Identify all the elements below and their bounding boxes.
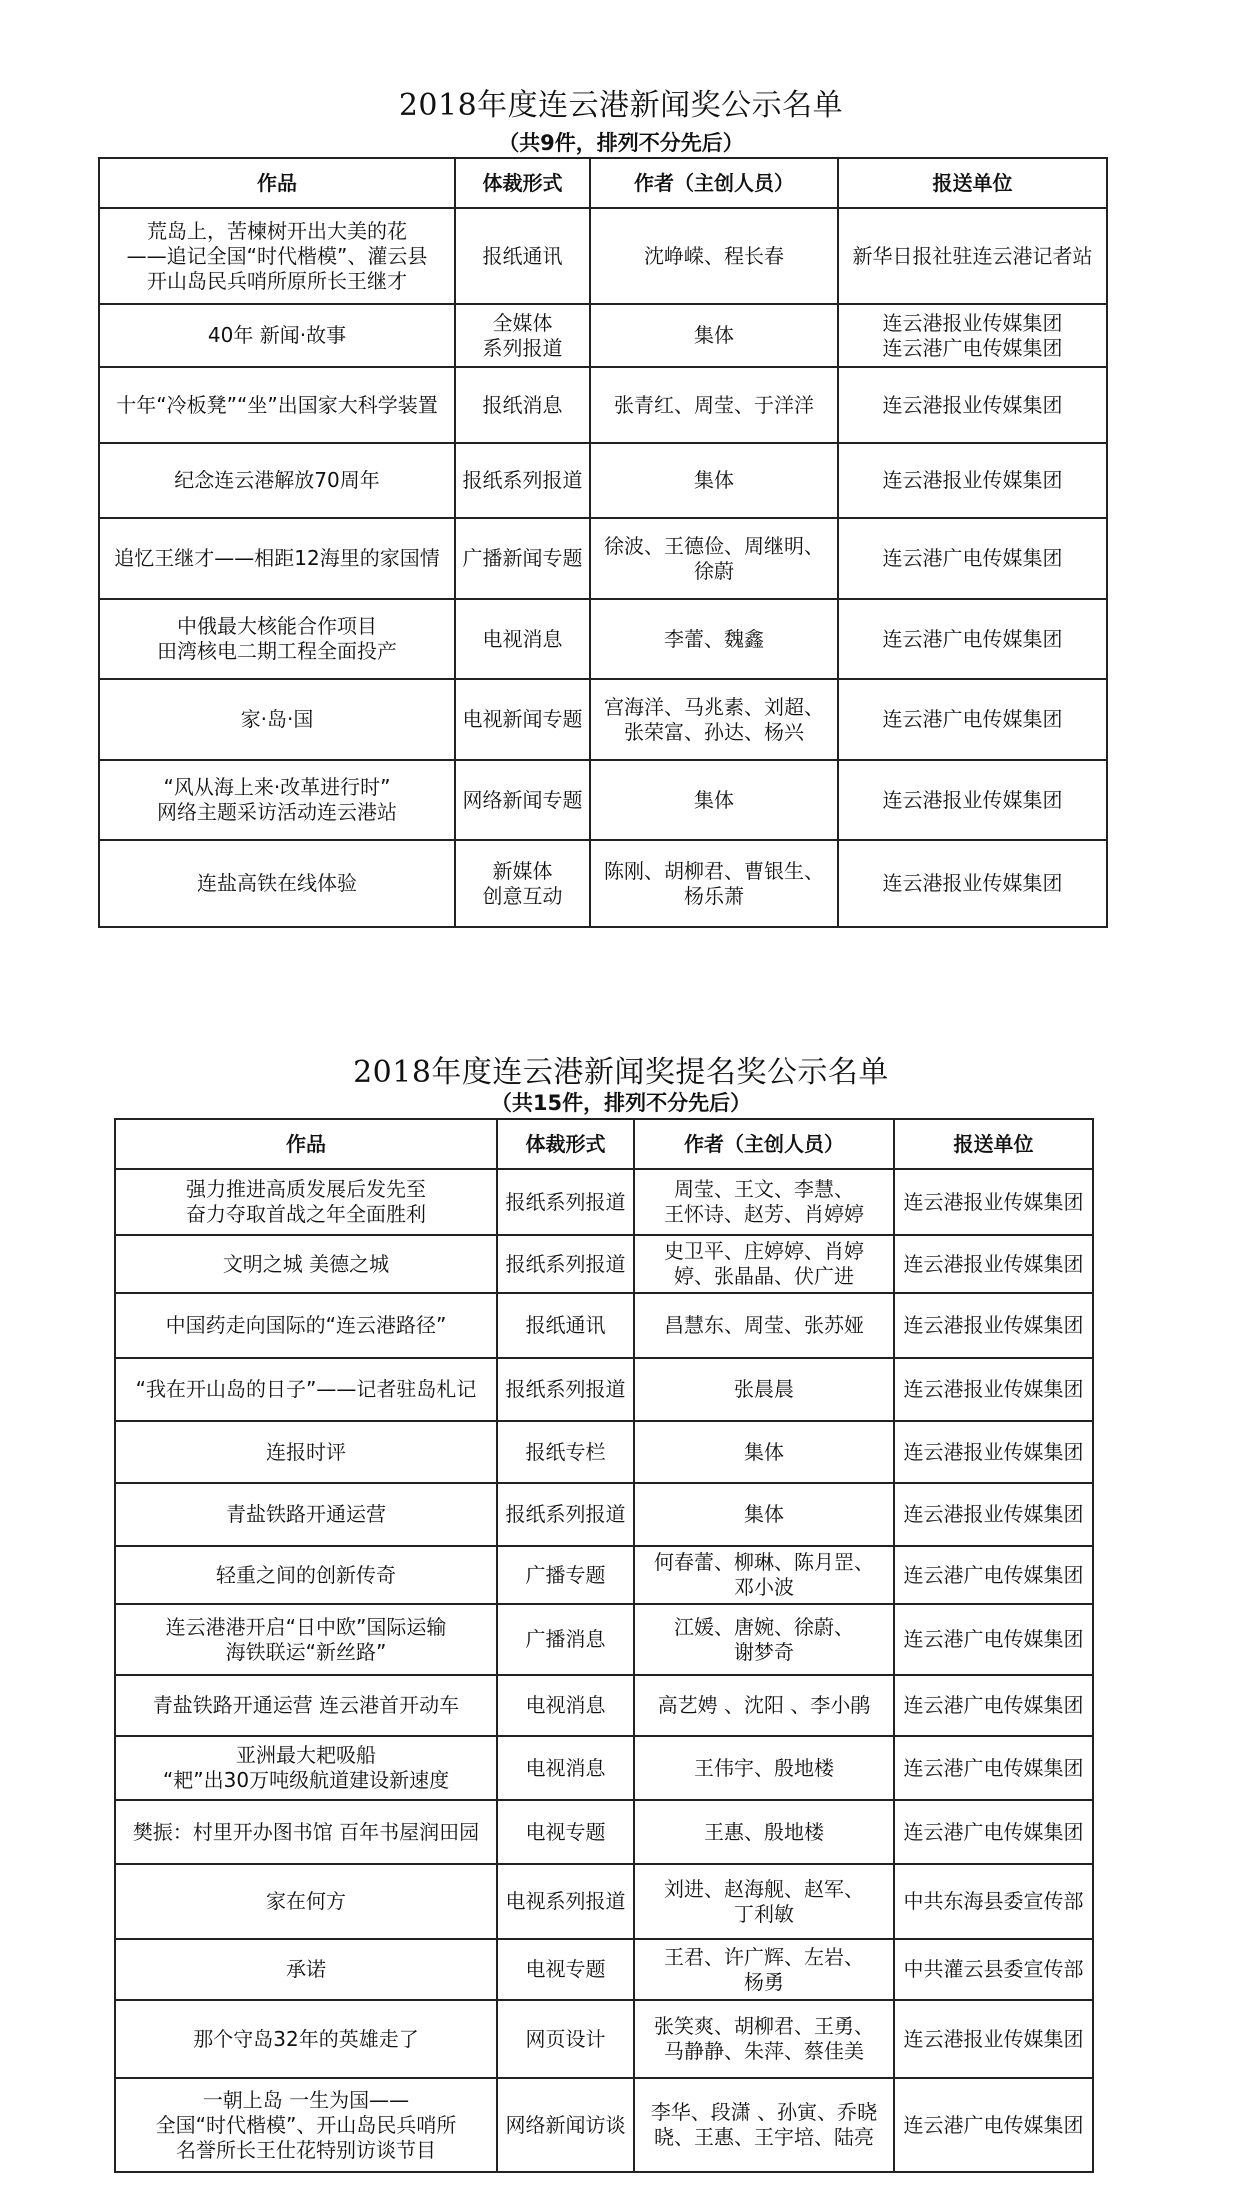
- cell-genre: 电视新闻专题: [455, 679, 590, 760]
- cell-unit: 连云港广电传媒集团: [894, 2078, 1093, 2172]
- cell-authors: 李华、段潇 、孙寅、乔晓 晓、王惠、王宇培、陆亮: [634, 2078, 894, 2172]
- table-row: [115, 1675, 1093, 1736]
- table-row: [99, 840, 1107, 927]
- cell-authors: 何春蕾、柳琳、陈月罡、 邓小波: [634, 1546, 894, 1604]
- cell-authors: 昌慧东、周莹、张苏娅: [634, 1293, 894, 1358]
- cell-authors: 集体: [590, 304, 838, 367]
- cell-genre: 电视消息: [497, 1675, 634, 1736]
- table-row: [99, 760, 1107, 840]
- cell-authors: 沈峥嵘、程长春: [590, 208, 838, 304]
- cell-work: 承诺: [115, 1939, 497, 2000]
- table-row: [115, 1939, 1093, 2000]
- cell-genre: 网络新闻访谈: [497, 2078, 634, 2172]
- cell-unit: 连云港报业传媒集团 连云港广电传媒集团: [838, 304, 1107, 367]
- cell-unit: 连云港报业传媒集团: [894, 1358, 1093, 1421]
- cell-unit: 中共东海县委宣传部: [894, 1864, 1093, 1939]
- cell-work: 文明之城 美德之城: [115, 1235, 497, 1293]
- cell-unit: 连云港广电传媒集团: [838, 679, 1107, 760]
- cell-genre: 报纸通讯: [455, 208, 590, 304]
- cell-work: 追忆王继才——相距12海里的家国情: [99, 518, 455, 599]
- cell-unit: 连云港广电传媒集团: [838, 518, 1107, 599]
- cell-authors: 集体: [634, 1421, 894, 1483]
- cell-unit: 连云港报业传媒集团: [894, 1293, 1093, 1358]
- table-row: [115, 1736, 1093, 1800]
- list1-subtitle: （共9件，排列不分先后）: [498, 131, 744, 155]
- cell-work: 家·岛·国: [99, 679, 455, 760]
- cell-authors: 刘进、赵海舰、赵军、 丁利敏: [634, 1864, 894, 1939]
- cell-genre: 报纸系列报道: [455, 443, 590, 518]
- table-row: [115, 1864, 1093, 1939]
- cell-unit: 连云港广电传媒集团: [894, 1736, 1093, 1800]
- cell-authors: 史卫平、庄婷婷、肖婷 婷、张晶晶、伏广进: [634, 1235, 894, 1293]
- cell-work: 连报时评: [115, 1421, 497, 1483]
- list1-title: 2018年度连云港新闻奖公示名单: [398, 88, 844, 123]
- cell-genre: 报纸系列报道: [497, 1169, 634, 1235]
- table-row: [115, 1169, 1093, 1235]
- cell-authors: 王伟宇、殷地楼: [634, 1736, 894, 1800]
- table-row: [99, 367, 1107, 443]
- cell-work: “风从海上来·改革进行时” 网络主题采访活动连云港站: [99, 760, 455, 840]
- header-authors: 作者（主创人员）: [590, 158, 838, 208]
- cell-unit: 连云港报业传媒集团: [894, 1421, 1093, 1483]
- cell-authors: 徐波、王德俭、周继明、 徐蔚: [590, 518, 838, 599]
- header-work: 作品: [115, 1119, 497, 1169]
- cell-authors: 集体: [590, 443, 838, 518]
- table-row: [99, 679, 1107, 760]
- table-row: [99, 518, 1107, 599]
- cell-genre: 报纸消息: [455, 367, 590, 443]
- header-unit: 报送单位: [838, 158, 1107, 208]
- cell-work: 中俄最大核能合作项目 田湾核电二期工程全面投产: [99, 599, 455, 679]
- cell-unit: 连云港广电传媒集团: [894, 1604, 1093, 1675]
- cell-genre: 电视系列报道: [497, 1864, 634, 1939]
- cell-unit: 连云港报业传媒集团: [838, 443, 1107, 518]
- cell-genre: 报纸专栏: [497, 1421, 634, 1483]
- cell-unit: 连云港报业传媒集团: [894, 1169, 1093, 1235]
- cell-unit: 新华日报社驻连云港记者站: [838, 208, 1107, 304]
- cell-work: 家在何方: [115, 1864, 497, 1939]
- cell-unit: 连云港广电传媒集团: [838, 599, 1107, 679]
- cell-authors: 集体: [634, 1483, 894, 1546]
- cell-genre: 电视专题: [497, 1939, 634, 2000]
- cell-work: 强力推进高质发展后发先至 奋力夺取首战之年全面胜利: [115, 1169, 497, 1235]
- table-row: [99, 599, 1107, 679]
- cell-work: 连云港港开启“日中欧”国际运输 海铁联运“新丝路”: [115, 1604, 497, 1675]
- table-row: [115, 1293, 1093, 1358]
- cell-genre: 广播新闻专题: [455, 518, 590, 599]
- cell-authors: 陈刚、胡柳君、曹银生、 杨乐萧: [590, 840, 838, 927]
- table-row: [115, 2078, 1093, 2172]
- list2-subtitle: （共15件，排列不分先后）: [490, 1091, 752, 1115]
- cell-unit: 连云港报业传媒集团: [838, 367, 1107, 443]
- cell-authors: 张笑爽、胡柳君、王勇、 马静静、朱萍、蔡佳美: [634, 2000, 894, 2078]
- cell-genre: 广播专题: [497, 1546, 634, 1604]
- cell-unit: 连云港广电传媒集团: [894, 1800, 1093, 1864]
- cell-genre: 电视专题: [497, 1800, 634, 1864]
- cell-work: “我在开山岛的日子”——记者驻岛札记: [115, 1358, 497, 1421]
- cell-work: 那个守岛32年的英雄走了: [115, 2000, 497, 2078]
- cell-unit: 连云港报业传媒集团: [894, 2000, 1093, 2078]
- table-row: [115, 1358, 1093, 1421]
- cell-authors: 集体: [590, 760, 838, 840]
- cell-authors: 王君、许广辉、左岩、 杨勇: [634, 1939, 894, 2000]
- cell-genre: 报纸系列报道: [497, 1235, 634, 1293]
- cell-genre: 电视消息: [497, 1736, 634, 1800]
- list2-title: 2018年度连云港新闻奖提名奖公示名单: [353, 1055, 889, 1090]
- cell-work: 樊振：村里开办图书馆 百年书屋润田园: [115, 1800, 497, 1864]
- list1-table: [98, 157, 1108, 928]
- cell-work: 青盐铁路开通运营 连云港首开动车: [115, 1675, 497, 1736]
- cell-work: 40年 新闻·故事: [99, 304, 455, 367]
- list2-table: [114, 1118, 1094, 2173]
- cell-unit: 连云港报业传媒集团: [894, 1235, 1093, 1293]
- cell-unit: 连云港广电传媒集团: [894, 1675, 1093, 1736]
- header-genre: 体裁形式: [455, 158, 590, 208]
- cell-genre: 电视消息: [455, 599, 590, 679]
- header-work: 作品: [99, 158, 455, 208]
- header-authors: 作者（主创人员）: [634, 1119, 894, 1169]
- cell-unit: 连云港报业传媒集团: [838, 760, 1107, 840]
- cell-work: 轻重之间的创新传奇: [115, 1546, 497, 1604]
- cell-genre: 报纸系列报道: [497, 1358, 634, 1421]
- table-row: [115, 1483, 1093, 1546]
- cell-unit: 连云港报业传媒集团: [838, 840, 1107, 927]
- cell-genre: 全媒体 系列报道: [455, 304, 590, 367]
- cell-work: 中国药走向国际的“连云港路径”: [115, 1293, 497, 1358]
- cell-work: 连盐高铁在线体验: [99, 840, 455, 927]
- cell-genre: 报纸系列报道: [497, 1483, 634, 1546]
- cell-genre: 报纸通讯: [497, 1293, 634, 1358]
- cell-genre: 网络新闻专题: [455, 760, 590, 840]
- cell-authors: 宫海洋、马兆素、刘超、 张荣富、孙达、杨兴: [590, 679, 838, 760]
- cell-genre: 广播消息: [497, 1604, 634, 1675]
- table-row: [115, 1546, 1093, 1604]
- cell-work: 一朝上岛 一生为国—— 全国“时代楷模”、开山岛民兵哨所 名誉所长王仕花特别访谈节目: [115, 2078, 497, 2172]
- table-row: [115, 2000, 1093, 2078]
- cell-authors: 王惠、殷地楼: [634, 1800, 894, 1864]
- cell-authors: 李蕾、魏鑫: [590, 599, 838, 679]
- table-row: [115, 1421, 1093, 1483]
- cell-unit: 中共灌云县委宣传部: [894, 1939, 1093, 2000]
- cell-authors: 张青红、周莹、于洋洋: [590, 367, 838, 443]
- table-row: [115, 1235, 1093, 1293]
- cell-work: 青盐铁路开通运营: [115, 1483, 497, 1546]
- table-row: [99, 443, 1107, 518]
- table-row: [99, 304, 1107, 367]
- cell-unit: 连云港报业传媒集团: [894, 1483, 1093, 1546]
- table-row: [115, 1800, 1093, 1864]
- cell-genre: 新媒体 创意互动: [455, 840, 590, 927]
- cell-authors: 高艺娉 、沈阳 、李小鹃: [634, 1675, 894, 1736]
- table-row: [115, 1604, 1093, 1675]
- cell-authors: 江媛、唐婉、徐蔚、 谢梦奇: [634, 1604, 894, 1675]
- header-unit: 报送单位: [894, 1119, 1093, 1169]
- cell-work: 纪念连云港解放70周年: [99, 443, 455, 518]
- header-genre: 体裁形式: [497, 1119, 634, 1169]
- cell-authors: 周莹、王文、李慧、 王怀诗、赵芳、肖婷婷: [634, 1169, 894, 1235]
- cell-authors: 张晨晨: [634, 1358, 894, 1421]
- cell-work: 亚洲最大耙吸船 “耙”出30万吨级航道建设新速度: [115, 1736, 497, 1800]
- cell-unit: 连云港广电传媒集团: [894, 1546, 1093, 1604]
- cell-genre: 网页设计: [497, 2000, 634, 2078]
- cell-work: 十年“冷板凳”“坐”出国家大科学装置: [99, 367, 455, 443]
- table-row: [99, 208, 1107, 304]
- cell-work: 荒岛上，苦楝树开出大美的花 ——追记全国“时代楷模”、灌云县 开山岛民兵哨所原所长王继才: [99, 208, 455, 304]
